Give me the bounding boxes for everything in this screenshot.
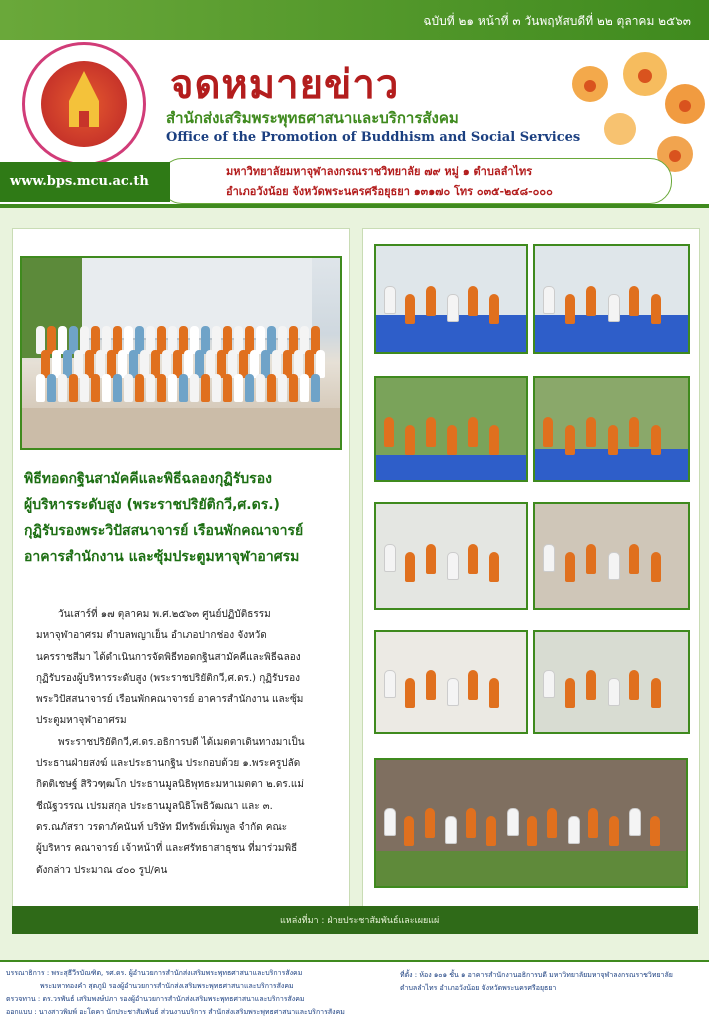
person-figure [426,544,436,574]
person-figure [91,374,100,402]
person-figure [445,816,457,844]
person-figure [629,544,639,574]
person-figure [565,552,575,582]
person-figure [405,552,415,582]
person-figure [157,374,166,402]
person-figure [405,294,415,324]
person-figure [468,544,478,574]
logo-emblem [41,61,127,147]
person-figure [651,294,661,324]
person-figure [468,286,478,316]
body-line: นครราชสีมา ได้ดำเนินการจัดพิธีทอดกฐินสามัคคีและพิธีฉลอง [36,651,301,663]
person-figure [565,678,575,708]
address-line-1: มหาวิทยาลัยมหาจุฬาลงกรณราชวิทยาลัย ๗๙ หมู่ ๑ ตำบลลำไทร [226,165,533,178]
person-figure [608,294,620,322]
person-figure [223,374,232,402]
person-figure [234,374,243,402]
issue-info: ฉบับที่ ๒๑ หน้าที่ ๓ วันพฤหัสบดีที่ ๒๒ ตุลาคม ๒๕๖๓ [423,14,691,28]
person-figure [586,286,596,316]
body-line: ประธานฝ่ายสงฆ์ และประธานกฐิน ประกอบด้วย ๑.พระครูปลัด [36,758,301,770]
person-figure [468,670,478,700]
person-figure [36,374,45,402]
article-body [36,604,342,881]
person-figure [447,294,459,322]
person-figure [245,374,254,402]
person-figure [588,808,598,838]
person-figure [468,417,478,447]
body-line: ดังกล่าว ประมาณ ๔๐๐ รูป/คน [36,864,168,876]
group-photo [20,256,342,450]
person-figure [608,425,618,455]
footer-designer: ออกแบบ : นางสาวพิมพ์ อะโดคา นักประชาสัมพันธ์ ส่วนงานบริการ สำนักส่งเสริมพระพุทธศาสนาและบริการสังคม [6,1008,345,1016]
person-figure [113,374,122,402]
person-figure [565,425,575,455]
body-line: มหาจุฬาอาศรม ตำบลพญาเย็น อำเภอปากช่อง จังหวัด [36,630,267,642]
office-name-thai: สำนักส่งเสริมพระพุทธศาสนาและบริการสังคม [166,109,459,127]
person-figure [267,374,276,402]
person-figure [489,294,499,324]
person-figure [608,552,620,580]
person-figure [168,374,177,402]
person-figure [404,816,414,846]
body-line: วันเสาร์ที่ ๑๗ ตุลาคม พ.ศ.๒๕๖๓ ศูนย์ปฏิบัติธรรม [58,609,271,620]
person-figure [425,808,435,838]
person-figure [543,544,555,572]
person-figure [426,417,436,447]
person-figure [47,374,56,402]
body-line: ดร.ณภัสรา วรดาภัคนันท์ บริษัท มีทรัพย์เพิ่มพูล จำกัด คณะ [36,821,288,833]
person-figure [384,808,396,836]
article-headline [24,466,342,570]
person-figure [201,374,210,402]
person-figure [489,678,499,708]
person-figure [651,678,661,708]
headline-line: กุฏิรับรองพระวิปัสสนาจารย์ เรือนพักคณาจารย์ [24,523,304,539]
person-figure [190,374,199,402]
body-line: กิตติเชษฐ์ สิริวฑฺฒโก ประธานมูลนิธิพุทธะมหาเมตตา ๒.ดร.แม่ [36,779,304,791]
person-figure [58,374,67,402]
person-figure [543,670,555,698]
person-figure [586,544,596,574]
person-figure [447,425,457,455]
person-figure [651,425,661,455]
body-line: พระวิปัสสนาจารย์ เรือนพักคณาจารย์ อาคารสำนักงาน และซุ้ม [36,694,304,706]
office-name-english: Office of the Promotion of Buddhism and Social Services [166,130,581,145]
person-figure [426,670,436,700]
person-figure [543,417,553,447]
person-figure [565,294,575,324]
person-figure [586,670,596,700]
person-figure [405,425,415,455]
person-figure [179,374,188,402]
footer [0,960,709,1026]
address-line-2: อำเภอวังน้อย จังหวัดพระนครศรีอยุธยา ๑๓๑๗๐ โทร ๐๓๕-๒๔๘-๐๐๐ [226,185,553,198]
body-line: กุฏิรับรองผู้บริหารระดับสูง (พระราชปริยัติกวี,ศ.ดร.) กุฏิรับรอง [36,672,300,684]
person-figure [405,678,415,708]
person-figure [447,552,459,580]
body-line: ประตูมหาจุฬาอาศรม [36,715,127,727]
person-figure [629,286,639,316]
footer-location-2: ตำบลลำไทร อำเภอวังน้อย จังหวัดพระนครศรีอยุธยา [400,984,557,992]
body-line: ผู้บริหาร คณาจารย์ เจ้าหน้าที่ และศรัทธาสาธุชน ที่มาร่วมพิธี [36,843,298,855]
person-figure [311,374,320,402]
person-figure [547,808,557,838]
person-figure [69,374,78,402]
person-figure [124,374,133,402]
person-figure [543,286,555,314]
person-figure [135,374,144,402]
footer-editor: บรรณาธิการ : พระสุธีวีรบัณฑิต, รศ.ดร. ผู้อำนวยการสำนักส่งเสริมพระพุทธศาสนาและบริการสังคม [6,969,303,977]
person-figure [384,670,396,698]
person-figure [80,374,89,402]
person-figure [447,678,459,706]
footer-reviewer: ตรวจทาน : ดร.วรพันธ์ เสริมพงษ์ปภา รองผู้อำนวยการสำนักส่งเสริมพระพุทธศาสนาและบริการสังคม [6,995,305,1003]
office-logo [22,42,146,166]
headline-line: อาคารสำนักงาน และซุ้มประตูมหาจุฬาอาศรม [24,549,300,565]
person-figure [384,417,394,447]
person-figure [489,425,499,455]
temple-icon [41,61,127,147]
person-figure [568,816,580,844]
person-figure [278,374,287,402]
person-figure [146,374,155,402]
newsletter-title: จดหมายข่าว [170,61,400,108]
headline-line: ผู้บริหารระดับสูง (พระราชปริยัติกวี,ศ.ดร.) [24,497,280,513]
footer-editor-2: พระมหาทองคำ สุตภูมิ รองผู้อำนวยการสำนักส่งเสริมพระพุทธศาสนาและบริการสังคม [40,982,294,990]
person-figure [426,286,436,316]
body-line: พระราชปริยัติกวี,ศ.ดร.อธิการบดี ได้เมตตาเดินทางมาเป็น [58,736,305,748]
person-figure [629,808,641,836]
person-figure [384,286,396,314]
person-figure [102,374,111,402]
person-figure [629,417,639,447]
source-credit: แหล่งที่มา : ฝ่ายประชาสัมพันธ์และเผยแผ่ [280,916,440,926]
headline-line: พิธีทอดกฐินสามัคคีและพิธีฉลองกุฏิรับรอง [24,471,272,487]
person-figure [466,808,476,838]
person-figure [608,678,620,706]
person-figure [507,808,519,836]
person-figure [300,374,309,402]
person-figure [609,816,619,846]
person-figure [486,816,496,846]
person-figure [256,374,265,402]
person-figure [289,374,298,402]
body-line: ชีณัฐวรรณ เปรมสกุล ประธานมูลนิธิโพธิวัฒณา และ ๓. [36,800,273,812]
person-figure [489,552,499,582]
person-figure [629,670,639,700]
footer-location: ที่ตั้ง : ห้อง ๑๐๑ ชั้น ๑ อาคารสำนักงานอธิการบดี มหาวิทยาลัยมหาจุฬาลงกรณราชวิทยาลัย [400,971,673,979]
person-figure [650,816,660,846]
person-figure [212,374,221,402]
person-figure [651,552,661,582]
person-figure [384,544,396,572]
person-figure [527,816,537,846]
person-figure [586,417,596,447]
website-link[interactable]: www.bps.mcu.ac.th [10,174,149,189]
